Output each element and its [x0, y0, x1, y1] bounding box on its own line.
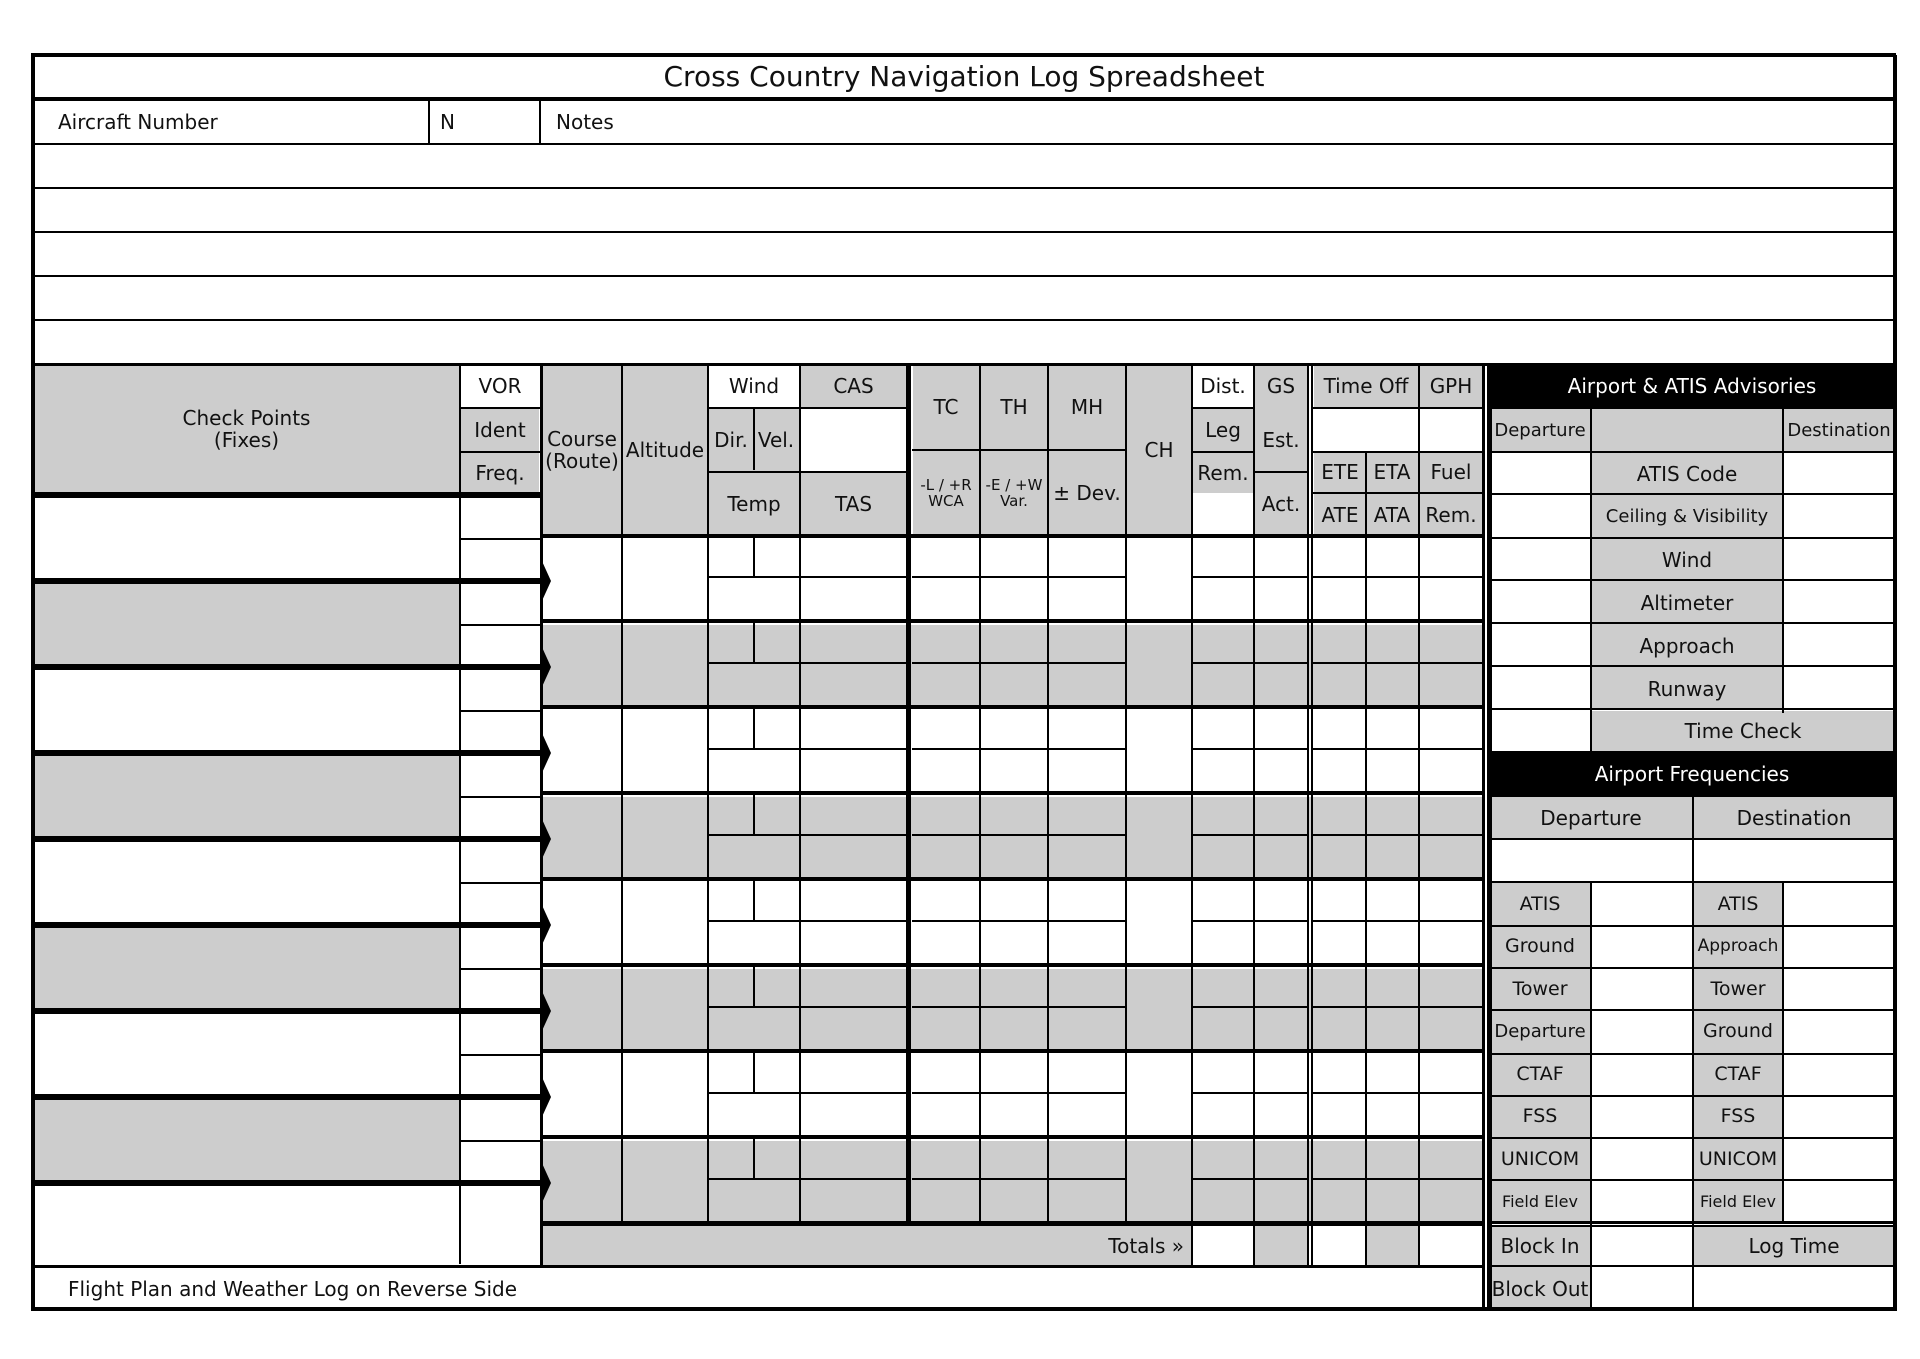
freq-left-label: CTAF: [1516, 1062, 1564, 1085]
grid-line: [1312, 407, 1482, 409]
leg-row-shade: [543, 969, 1483, 1051]
grid-line: [33, 836, 541, 840]
leg-chevron-icon: [541, 731, 551, 775]
ident-header: Ident: [474, 418, 526, 442]
grid-line: [1312, 748, 1482, 750]
grid-line: [1489, 751, 1895, 753]
altitude-header: Altitude: [625, 438, 705, 462]
advisory-item-label: Approach: [1639, 633, 1735, 658]
totals-bg-gs: [1255, 1226, 1307, 1266]
ata-header: ATA: [1373, 502, 1411, 527]
advisory-item-label: Runway: [1647, 676, 1727, 701]
grid-line: [1312, 834, 1482, 836]
totals-bg-eta: [1366, 1226, 1418, 1266]
leg-row-shade: [543, 1141, 1483, 1223]
tas-header: TAS: [834, 492, 873, 516]
grid-line: [1312, 576, 1482, 578]
block-out-label: Block Out: [1491, 1277, 1589, 1301]
leg-header: Leg: [1205, 418, 1241, 442]
grid-line: [541, 1135, 1484, 1139]
grid-line: [912, 1092, 1126, 1094]
grid-line: [460, 1140, 542, 1142]
grid-line: [708, 1092, 906, 1094]
grid-line: [33, 664, 541, 668]
grid-line: [912, 748, 1126, 750]
rem-header: Rem.: [1197, 461, 1249, 485]
grid-line: [460, 538, 542, 540]
grid-line: [753, 623, 755, 663]
vor-header: VOR: [478, 374, 522, 398]
freq-destination-label: Destination: [1736, 806, 1852, 830]
freq-left-label: UNICOM: [1500, 1147, 1580, 1170]
leg-row-shade: [543, 625, 1483, 707]
grid-line: [1482, 364, 1485, 1310]
notes-line[interactable]: [36, 233, 1894, 275]
grid-line: [753, 709, 755, 749]
advisory-item-label: Ceiling & Visibility: [1605, 505, 1769, 527]
fuel-header: Fuel: [1430, 460, 1472, 484]
grid-line: [1311, 364, 1313, 1266]
frequencies-title: Airport Frequencies: [1490, 753, 1894, 795]
grid-line: [33, 922, 541, 926]
grid-line: [33, 1008, 541, 1012]
leg-row-shade: [543, 797, 1483, 879]
grid-line: [1307, 364, 1309, 1266]
grid-line: [1782, 408, 1784, 713]
grid-line: [33, 578, 541, 582]
grid-line: [460, 882, 542, 884]
grid-line: [1312, 1178, 1482, 1180]
gs-header: GS: [1266, 374, 1296, 398]
leg-chevron-icon: [541, 1075, 551, 1119]
grid-line: [1590, 882, 1592, 1224]
grid-line: [708, 748, 906, 750]
footer-note: Flight Plan and Weather Log on Reverse Side: [68, 1277, 517, 1301]
freq-right-label: UNICOM: [1698, 1147, 1778, 1170]
act-header: Act.: [1261, 492, 1301, 516]
leg-chevron-icon: [541, 645, 551, 689]
mh-header: MH: [1070, 395, 1104, 419]
grid-line: [541, 705, 1484, 709]
freq-left-label: ATIS: [1519, 892, 1561, 915]
log-time-label: Log Time: [1748, 1234, 1840, 1258]
advisory-item-label: Wind: [1661, 547, 1713, 572]
ete-header: ETE: [1321, 460, 1359, 484]
block-in-label: Block In: [1500, 1234, 1580, 1258]
grid-line: [708, 1178, 906, 1180]
advisories-title: Airport & ATIS Advisories: [1490, 365, 1894, 407]
grid-line: [753, 537, 755, 577]
grid-line: [541, 1049, 1484, 1053]
leg-row-shade: [34, 755, 459, 837]
dist-header: Dist.: [1200, 374, 1246, 398]
cas-header: CAS: [833, 374, 874, 398]
notes-line[interactable]: [36, 189, 1894, 231]
grid-line: [33, 97, 1895, 101]
adv-destination-label: Destination: [1787, 420, 1891, 442]
grid-line: [31, 53, 1896, 57]
grid-line: [912, 1178, 1126, 1180]
grid-line: [912, 920, 1126, 922]
grid-line: [33, 187, 1895, 189]
n-label: N: [440, 110, 455, 134]
freq-right-label: FSS: [1720, 1105, 1756, 1128]
grid-line: [708, 834, 906, 836]
grid-line: [1192, 920, 1308, 922]
grid-line: [1312, 662, 1482, 664]
grid-line: [541, 791, 1484, 795]
th-header: TH: [1000, 395, 1028, 419]
grid-line: [541, 619, 1484, 623]
notes-line[interactable]: [36, 277, 1894, 319]
wind-header: Wind: [728, 374, 780, 398]
grid-line: [753, 795, 755, 835]
grid-line: [912, 662, 1126, 664]
grid-line: [33, 143, 1895, 145]
grid-line: [753, 881, 755, 921]
grid-line: [708, 576, 906, 578]
grid-line: [460, 710, 542, 712]
leg-row-shade: [34, 1099, 459, 1181]
grid-line: [539, 99, 541, 144]
grid-line: [708, 662, 906, 664]
grid-line: [912, 576, 1126, 578]
leg-chevron-icon: [541, 559, 551, 603]
grid-line: [1191, 364, 1193, 1266]
grid-line: [33, 1180, 541, 1184]
grid-line: [33, 275, 1895, 277]
leg-chevron-icon: [541, 817, 551, 861]
grid-line: [1590, 1224, 1592, 1310]
leg-chevron-icon: [541, 1161, 551, 1205]
grid-line: [33, 1094, 541, 1098]
grid-line: [1192, 1092, 1308, 1094]
advisory-item-label: ATIS Code: [1636, 461, 1738, 486]
grid-line: [1192, 1006, 1308, 1008]
freq-right-label: Field Elev: [1700, 1191, 1776, 1211]
grid-line: [912, 834, 1126, 836]
grid-line: [1893, 55, 1897, 1311]
dev-header: ± Dev.: [1053, 481, 1121, 505]
leg-chevron-icon: [541, 903, 551, 947]
grid-line: [33, 319, 1895, 321]
est-header: Est.: [1262, 428, 1300, 452]
grid-line: [800, 407, 907, 409]
wca-header: -L / +R WCA: [920, 475, 972, 510]
grid-line: [753, 967, 755, 1007]
grid-line: [31, 55, 35, 1311]
grid-line: [541, 963, 1484, 967]
dir-header: Dir.: [714, 428, 748, 452]
freq-left-label: Ground: [1505, 935, 1575, 958]
course-header: Course (Route): [545, 427, 619, 473]
grid-line: [459, 364, 461, 1264]
time-off-header: Time Off: [1323, 374, 1409, 398]
freq-departure-label: Departure: [1540, 806, 1642, 830]
var-header: -E / +W Var.: [985, 475, 1043, 510]
checkpoints-header: Check Points (Fixes): [182, 406, 311, 452]
ate-header: ATE: [1321, 502, 1359, 527]
eta-header: ETA: [1373, 460, 1411, 484]
tc-header: TC: [933, 395, 959, 419]
freq-header: Freq.: [475, 461, 525, 485]
grid-line: [460, 624, 542, 626]
gph-header: GPH: [1429, 374, 1473, 398]
grid-line: [460, 1054, 542, 1056]
grid-line: [33, 231, 1895, 233]
notes-label: Notes: [556, 110, 614, 134]
freq-right-label: Ground: [1703, 1020, 1773, 1043]
aircraft-number-label: Aircraft Number: [58, 110, 218, 134]
grid-line: [1312, 920, 1482, 922]
grid-line: [541, 877, 1484, 881]
grid-line: [1192, 576, 1308, 578]
grid-line: [1365, 452, 1367, 1266]
notes-line[interactable]: [36, 321, 1894, 363]
freq-left-label: Tower: [1512, 977, 1568, 1000]
grid-line: [1312, 1006, 1482, 1008]
freq-left-label: FSS: [1522, 1105, 1558, 1128]
grid-line: [428, 99, 430, 144]
page-title: Cross Country Navigation Log Spreadsheet: [663, 59, 1265, 93]
freq-right-label: ATIS: [1717, 892, 1759, 915]
leg-row-shade: [34, 927, 459, 1009]
temp-header: Temp: [727, 492, 781, 516]
adv-departure-label: Departure: [1494, 420, 1586, 442]
freq-right-label: CTAF: [1714, 1062, 1762, 1085]
grid-line: [912, 1006, 1126, 1008]
grid-line: [1192, 662, 1308, 664]
time-check-label: Time Check: [1684, 719, 1802, 743]
grid-line: [1312, 1092, 1482, 1094]
freq-left-label: Departure: [1494, 1020, 1586, 1042]
freq-left-label: Field Elev: [1502, 1191, 1578, 1211]
grid-line: [1782, 882, 1784, 1224]
grid-line: [460, 968, 542, 970]
notes-line[interactable]: [36, 145, 1894, 187]
ch-header: CH: [1144, 438, 1174, 462]
grid-line: [33, 750, 541, 754]
grid-line: [708, 920, 906, 922]
grid-line: [460, 796, 542, 798]
grid-line: [1192, 1178, 1308, 1180]
freq-right-label: Approach: [1697, 936, 1779, 957]
leg-row-shade: [34, 583, 459, 665]
advisory-item-label: Altimeter: [1640, 590, 1734, 615]
leg-chevron-icon: [541, 989, 551, 1033]
grid-line: [753, 1139, 755, 1179]
fuel-rem-header: Rem.: [1425, 502, 1477, 527]
grid-line: [1192, 748, 1308, 750]
grid-line: [753, 1053, 755, 1093]
vel-header: Vel.: [757, 428, 795, 452]
grid-line: [1192, 834, 1308, 836]
grid-line: [708, 1006, 906, 1008]
freq-right-label: Tower: [1710, 977, 1766, 1000]
grid-line: [906, 364, 911, 1226]
totals-label: Totals »: [1108, 1234, 1184, 1258]
